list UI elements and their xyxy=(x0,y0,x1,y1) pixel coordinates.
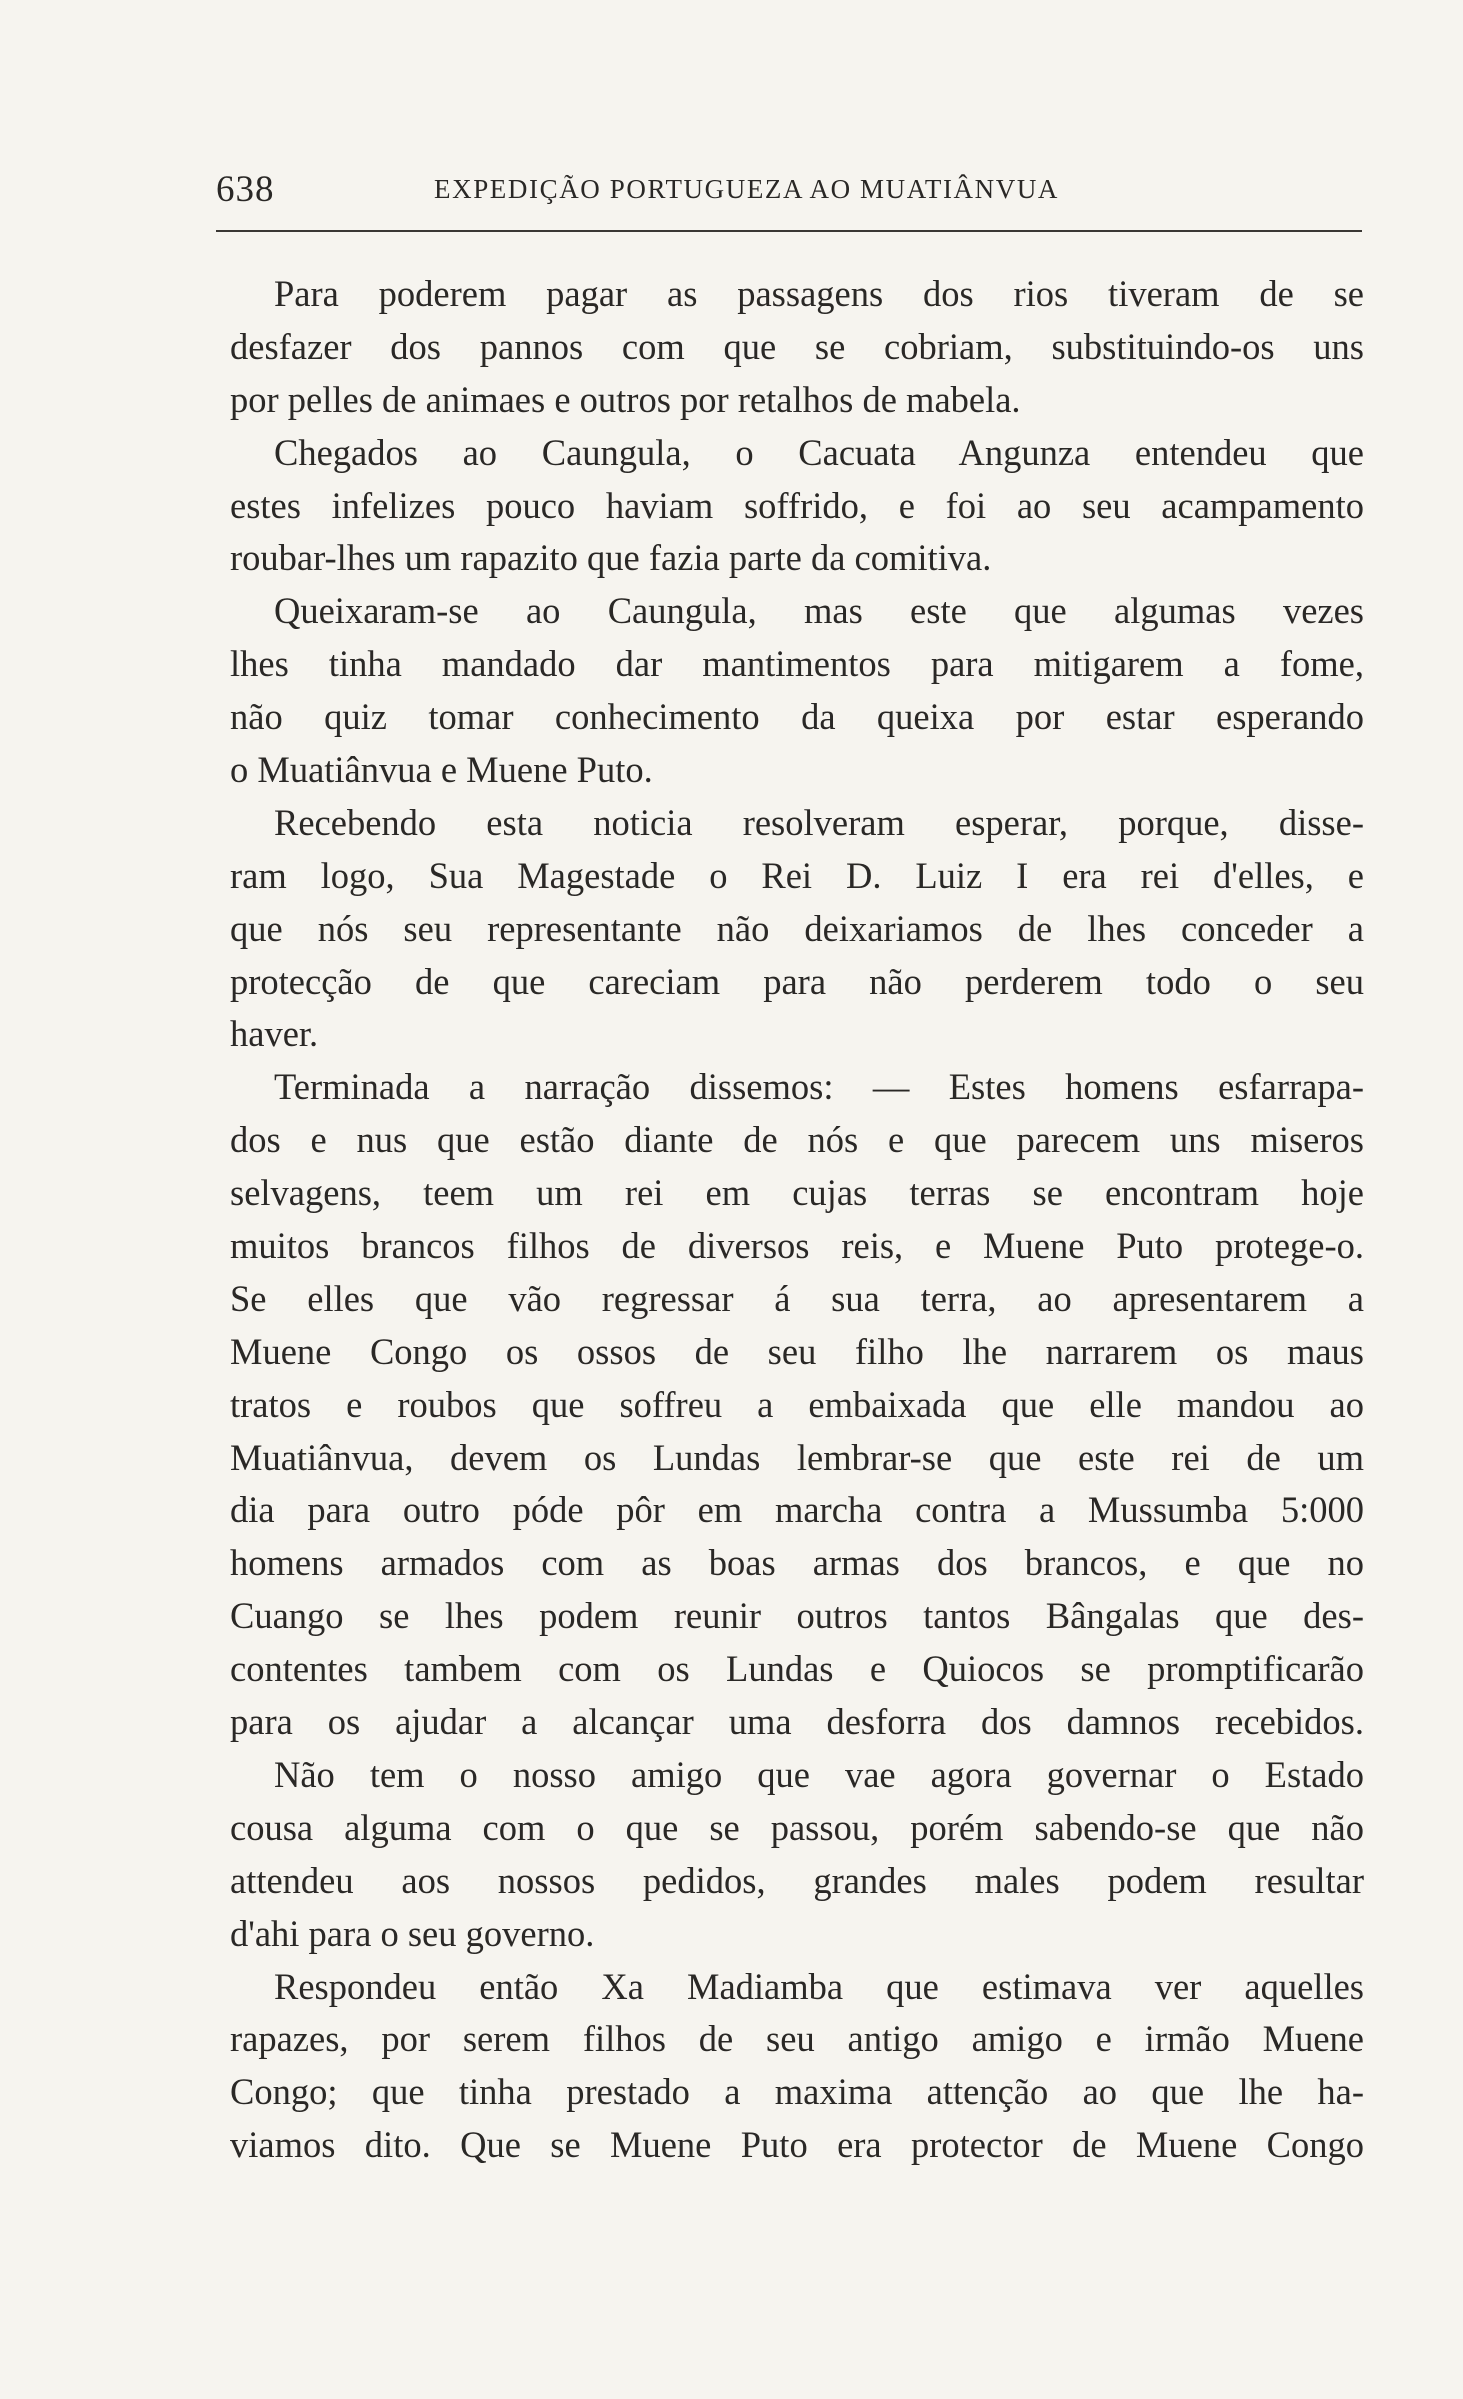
text-line: por pelles de animaes e outros por retalhos de mabela. xyxy=(230,378,1021,420)
body-text xyxy=(230,268,1364,2172)
text-line: Para poderem pagar as passagens dos rios tiveram de se xyxy=(274,273,1364,314)
text-line: não quiz tomar conhecimento da queixa por estar esperando xyxy=(230,696,1364,738)
text-line: roubar-lhes um rapazito que fazia parte da comitiva. xyxy=(230,537,992,579)
text-line: Terminada a narração dissemos: — Estes homens esfarrapa- xyxy=(274,1066,1364,1108)
text-line: selvagens, teem um rei em cujas terras se encontram hoje xyxy=(230,1172,1364,1214)
text-line: dia para outro póde pôr em marcha contra a Mussumba 5:000 xyxy=(230,1489,1364,1531)
text-line: Chegados ao Caungula, o Cacuata Angunza entendeu que xyxy=(274,431,1364,473)
running-title: EXPEDIÇÃO PORTUGUEZA AO MUATIÂNVUA xyxy=(434,174,1060,204)
text-line: ram logo, Sua Magestade o Rei D. Luiz I era rei d'elles, e xyxy=(230,854,1364,896)
text-line: Recebendo esta noticia resolveram esperar, porque, disse- xyxy=(274,801,1364,843)
text-line: Congo; que tinha prestado a maxima attenção ao que lhe ha- xyxy=(230,2071,1364,2113)
text-line: Se elles que vão regressar á sua terra, ao apresentarem a xyxy=(230,1277,1364,1319)
text-line: contentes tambem com os Lundas e Quiocos se promptificarão xyxy=(230,1648,1364,1690)
text-line: desfazer dos pannos com que se cobriam, substituindo-os uns xyxy=(230,325,1364,367)
text-line: que nós seu representante não deixariamos de lhes conceder a xyxy=(230,907,1364,949)
text-line: homens armados com as boas armas dos brancos, e que no xyxy=(230,1542,1364,1584)
text-line: dos e nus que estão diante de nós e que parecem uns miseros xyxy=(230,1119,1364,1161)
page-number: 638 xyxy=(216,169,275,210)
text-line: Queixaram-se ao Caungula, mas este que algumas vezes xyxy=(274,590,1364,632)
text-line: viamos dito. Que se Muene Puto era protector de Muene Congo xyxy=(230,2124,1364,2166)
header-rule xyxy=(216,230,1362,232)
text-line: protecção de que careciam para não perderem todo o seu xyxy=(230,960,1364,1002)
text-line: o Muatiânvua e Muene Puto. xyxy=(230,749,653,791)
text-line: Cuango se lhes podem reunir outros tantos Bângalas que des- xyxy=(230,1595,1364,1637)
text-line: rapazes, por serem filhos de seu antigo amigo e irmão Muene xyxy=(230,2018,1364,2060)
text-line: Muene Congo os ossos de seu filho lhe narrarem os maus xyxy=(230,1330,1364,1372)
text-line: Não tem o nosso amigo que vae agora governar o Estado xyxy=(274,1753,1364,1795)
text-line: estes infelizes pouco haviam soffrido, e foi ao seu acampamento xyxy=(230,484,1364,526)
text-line: haver. xyxy=(230,1013,319,1055)
text-line: para os ajudar a alcançar uma desforra dos damnos recebidos. xyxy=(230,1701,1364,1743)
text-line: muitos brancos filhos de diversos reis, e Muene Puto protege-o. xyxy=(230,1225,1364,1267)
text-line: tratos e roubos que soffreu a embaixada que elle mandou ao xyxy=(230,1383,1364,1425)
text-line: lhes tinha mandado dar mantimentos para mitigarem a fome, xyxy=(230,643,1364,685)
text-line: attendeu aos nossos pedidos, grandes males podem resultar xyxy=(230,1859,1364,1901)
page-header xyxy=(216,168,1362,222)
text-line: d'ahi para o seu governo. xyxy=(230,1912,595,1954)
text-line: cousa alguma com o que se passou, porém sabendo-se que não xyxy=(230,1806,1364,1848)
text-line: Muatiânvua, devem os Lundas lembrar-se que este rei de um xyxy=(230,1436,1364,1478)
text-line: Respondeu então Xa Madiamba que estimava ver aquelles xyxy=(274,1965,1364,2007)
